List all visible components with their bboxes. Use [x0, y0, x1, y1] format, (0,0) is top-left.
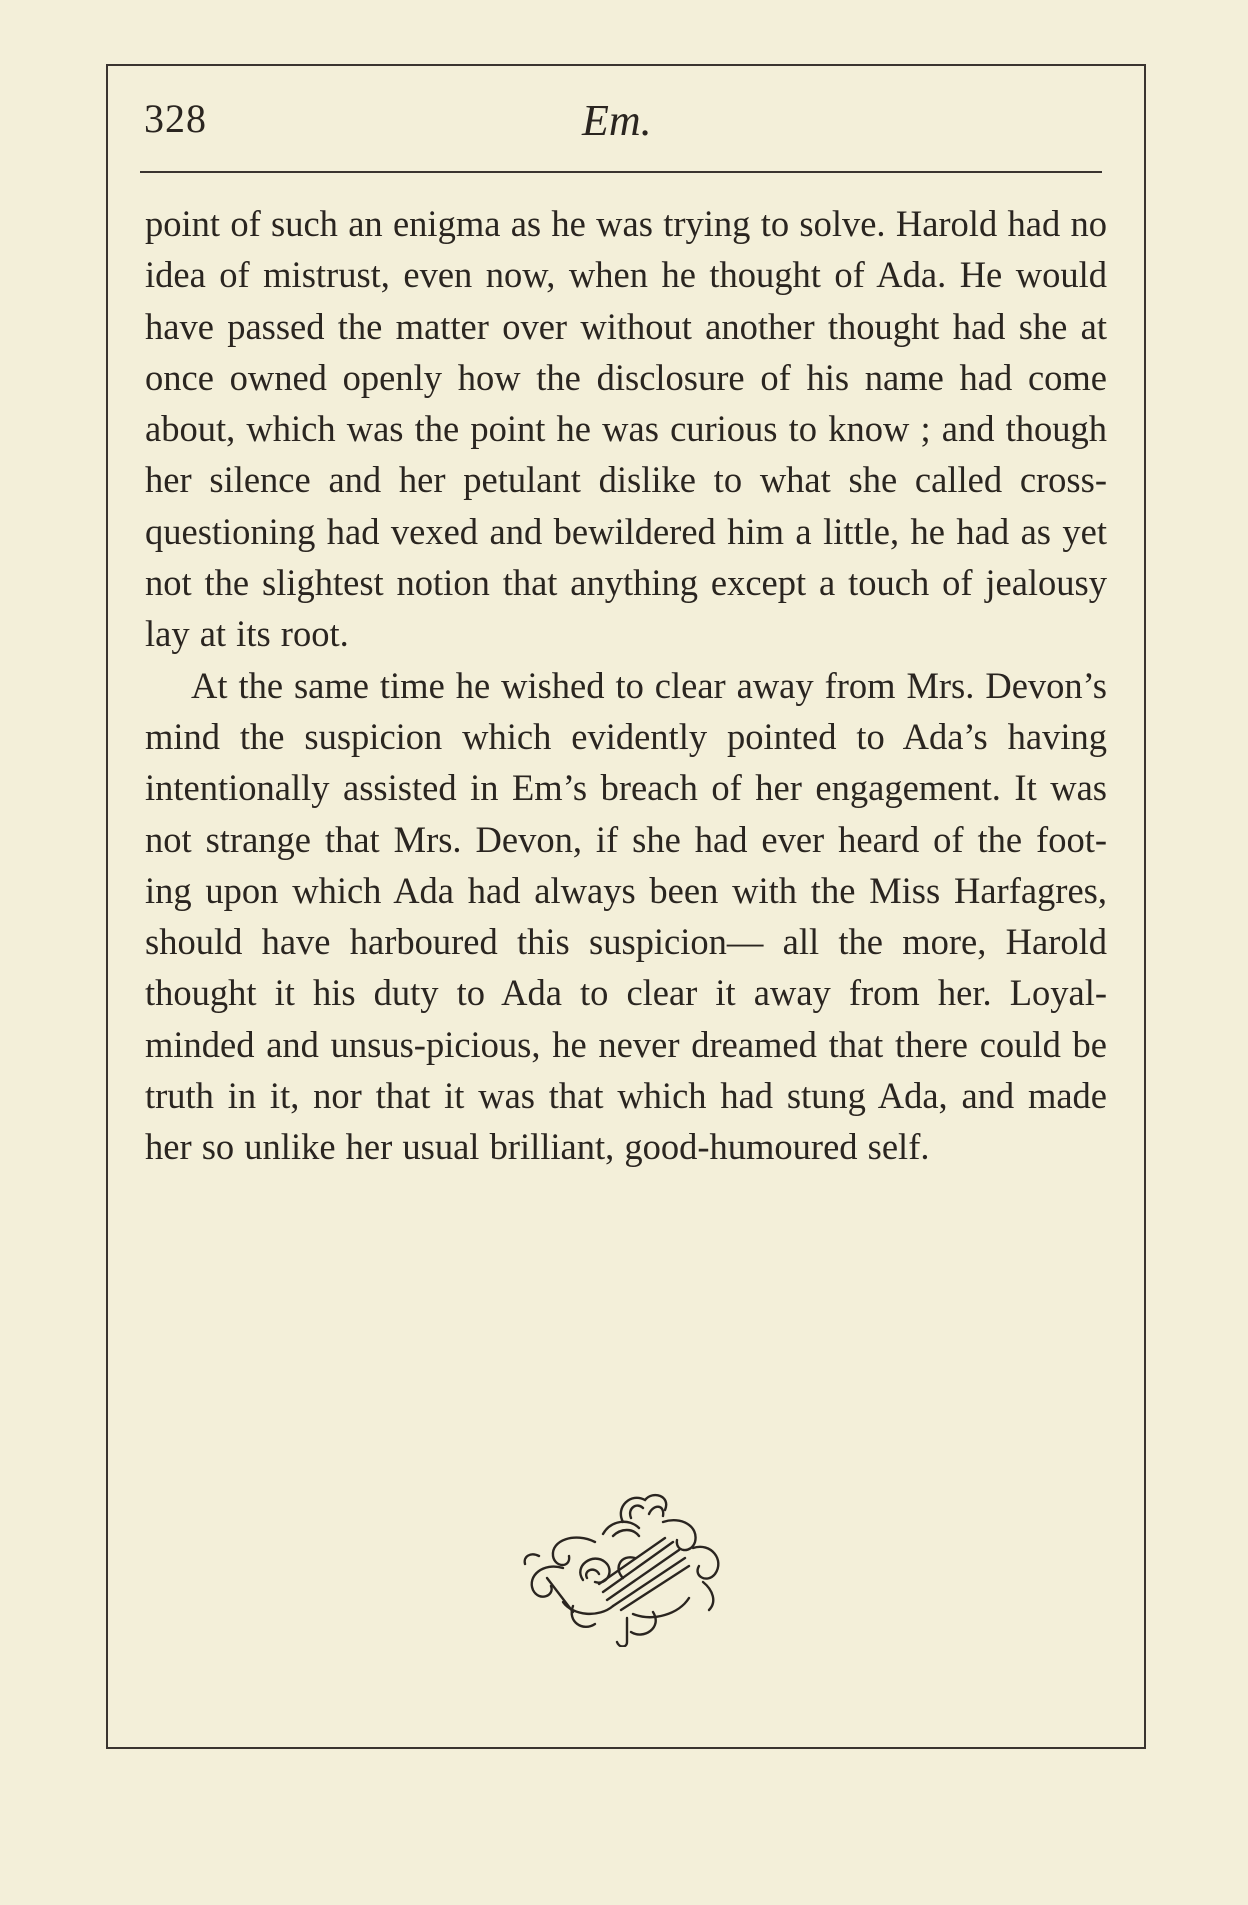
paragraph-2: At the same time he wished to clear away from Mrs. Devon’s mind the suspicion which evidently pointed to Ada’s having intentionally assisted in Em’s breach of her engagement. It was not strange that Mrs. Devon, if she had ever heard of the foot-ing upon which Ada had always been with the Miss Harfagres, should have harboured this suspicion— all the more, Harold thought it his duty to Ada to clear it away from her. Loyal-minded and unsus-picious, he never dreamed that there could be truth in it, nor that it was that which had stung Ada, and made her so unlike her usual brilliant, good-humoured self. [145, 664, 1107, 1168]
running-title: Em. [582, 96, 652, 145]
running-head [140, 95, 1108, 145]
body-text [145, 198, 1107, 1173]
page-number: 328 [144, 96, 207, 141]
header-rule [140, 171, 1102, 173]
paragraph-1: point of such an enigma as he was trying to solve. Harold had no idea of mistrust, even now, when he thought of Ada. He would have passed the matter over without another thought had she at once owned openly how the disclosure of his name had come about, which was the point he was curious to know ; and though her silence and her petulant dislike to what she called cross-questioning had vexed and bewildered him a little, he had as yet not the slightest notion that anything except a touch of jealousy lay at its root. [145, 203, 1107, 655]
floral-tailpiece-icon [503, 1482, 753, 1647]
